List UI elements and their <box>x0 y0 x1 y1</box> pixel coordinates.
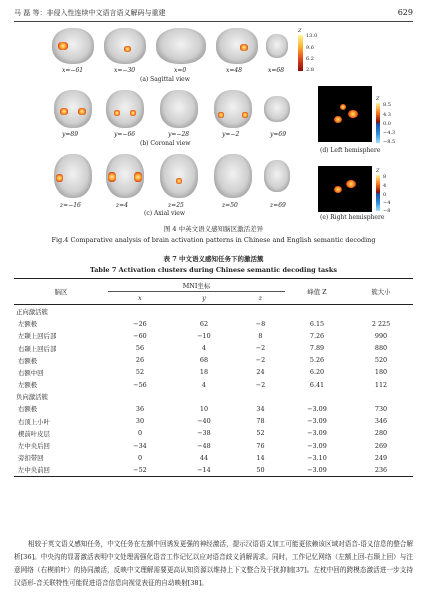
table-row <box>14 342 413 354</box>
col-y: y <box>172 292 236 305</box>
cell-size: 112 <box>374 380 388 389</box>
colorbar <box>376 175 380 211</box>
cell-region: 旁扣带回 <box>18 454 44 463</box>
cell-size: 346 <box>374 417 388 426</box>
table-title-en: Table 7 Activation clusters during Chinese semantic decoding tasks <box>89 266 338 274</box>
cell-region: 左额极 <box>18 381 38 390</box>
slice-label: z=25 <box>168 202 184 209</box>
brain-slice <box>214 154 252 198</box>
cell-z: −2 <box>255 356 266 365</box>
brain-slice <box>106 90 144 128</box>
colorbar-label: Z <box>376 96 380 102</box>
view-caption: (a) Sagittal view <box>140 76 190 83</box>
colorbar-tick: 8 <box>383 174 387 180</box>
cell-size: 280 <box>374 429 388 438</box>
colorbar-tick: 4.3 <box>383 112 391 118</box>
cell-region: 左中央前回 <box>14 464 108 477</box>
page-number: 629 <box>397 8 413 17</box>
left-hemisphere-render <box>318 86 372 142</box>
cell-size: 249 <box>374 453 388 462</box>
cell-z: −2 <box>255 344 266 353</box>
brain-slice <box>54 154 92 198</box>
cell-region: 右额中回 <box>18 368 44 377</box>
slice-label: y=89 <box>62 131 79 138</box>
cell-region: 右颞上回后部 <box>18 344 57 353</box>
cell-region: 右额极 <box>18 405 38 414</box>
cell-x: 56 <box>135 344 145 353</box>
col-peak: 峰值 Z <box>285 279 349 305</box>
cell-z: 8 <box>258 331 263 340</box>
cell-y: −48 <box>197 441 211 450</box>
cell-x: 52 <box>135 368 145 377</box>
colorbar-label: Z <box>298 28 302 34</box>
figure-caption-en: Fig.4 Comparative analysis of brain activation patterns in Chinese and English semantic decoding <box>51 236 376 244</box>
brain-slice <box>216 28 258 64</box>
cell-z: 34 <box>256 404 265 413</box>
cell-size: 880 <box>374 344 388 353</box>
cell-y: 4 <box>201 380 206 389</box>
colorbar-tick: −4 <box>383 200 391 206</box>
cell-peak: −3.09 <box>307 417 327 426</box>
cell-z: 52 <box>256 429 265 438</box>
table-row <box>14 318 413 330</box>
cell-z: 50 <box>236 464 285 477</box>
table-row <box>14 366 413 378</box>
cell-y: 44 <box>199 453 209 462</box>
brain-slice <box>160 154 198 198</box>
colorbar-tick: 9.6 <box>306 45 314 51</box>
col-size: 簇大小 <box>349 279 413 305</box>
col-mni: MNI坐标 <box>108 279 285 292</box>
cell-x: −60 <box>133 331 147 340</box>
view-caption: (c) Axial view <box>144 210 185 217</box>
cell-y: −38 <box>197 429 211 438</box>
col-z: z <box>236 292 285 305</box>
cell-x: 26 <box>135 356 145 365</box>
cell-peak: −3.09 <box>285 464 349 477</box>
cell-region: 左颞上回后部 <box>18 332 57 341</box>
cell-y: 10 <box>199 404 209 413</box>
cell-region: 左中央后回 <box>18 442 50 451</box>
table-row <box>14 415 413 427</box>
cell-peak: 7.89 <box>309 344 325 353</box>
cell-region: 楔前叶皮层 <box>18 429 50 438</box>
slice-label: x=−61 <box>62 67 84 74</box>
slice-label: x=68 <box>268 67 285 74</box>
running-header <box>14 8 413 20</box>
view-caption: (d) Left hemisphere <box>320 147 381 154</box>
cell-y: 62 <box>199 319 209 328</box>
table-row <box>14 452 413 464</box>
col-region: 脑区 <box>14 279 108 305</box>
colorbar-tick: 13.0 <box>306 33 318 39</box>
table-row <box>14 439 413 451</box>
view-caption: (b) Coronal view <box>140 140 191 147</box>
section-header: 负向激活簇 <box>16 393 48 402</box>
colorbar-tick: 4 <box>383 183 387 189</box>
slice-label: z=50 <box>222 202 238 209</box>
cell-peak: 7.26 <box>309 331 325 340</box>
right-hemisphere-render <box>318 166 372 212</box>
cell-size: 520 <box>374 356 388 365</box>
cell-peak: 6.20 <box>309 368 325 377</box>
cell-peak: −3.10 <box>307 453 327 462</box>
cell-size: 2 225 <box>371 319 391 328</box>
brain-slice <box>160 90 198 128</box>
slice-label: z=−16 <box>60 202 81 209</box>
cell-peak: −3.09 <box>307 404 327 413</box>
cell-region: 右额极 <box>18 356 38 365</box>
slice-label: y=−66 <box>114 131 136 138</box>
cell-peak: 6.41 <box>309 380 325 389</box>
colorbar-tick: −8.5 <box>383 139 396 145</box>
colorbar-tick: 0 <box>383 192 387 198</box>
table-title-cn: 表 7 中文语义感知任务下的激活簇 <box>163 255 264 263</box>
table-row <box>14 464 413 477</box>
cell-z: 14 <box>256 453 265 462</box>
slice-label: z=69 <box>270 202 286 209</box>
cell-size: 180 <box>374 368 388 377</box>
table-row <box>14 427 413 439</box>
cell-z: 24 <box>256 368 265 377</box>
slice-label: y=−2 <box>222 131 240 138</box>
brain-slice <box>264 96 290 122</box>
brain-slice <box>54 90 92 128</box>
cell-x: 0 <box>137 429 143 438</box>
activation-table <box>14 278 413 477</box>
cell-region: 左额极 <box>18 320 38 329</box>
colorbar <box>376 103 380 143</box>
colorbar <box>298 35 303 71</box>
slice-label: y=−28 <box>168 131 190 138</box>
slice-label: x=−30 <box>114 67 136 74</box>
slice-label: x=48 <box>226 67 243 74</box>
colorbar-tick: −8 <box>383 208 391 214</box>
cell-x: 0 <box>137 453 143 462</box>
brain-slice <box>266 34 288 58</box>
cell-region: 右顶上小叶 <box>18 417 50 426</box>
brain-slice <box>104 28 146 64</box>
table-row <box>14 403 413 415</box>
cell-size: 236 <box>349 464 413 477</box>
figure-caption-cn: 图 4 中英文语义感知脑区激活差异 <box>163 225 264 233</box>
cell-size: 269 <box>374 441 388 450</box>
brain-slice <box>264 160 290 192</box>
brain-slice <box>106 154 144 198</box>
slice-label: y=69 <box>270 131 287 138</box>
cell-x: −34 <box>133 441 147 450</box>
cell-y: −10 <box>197 331 211 340</box>
cell-y: 18 <box>199 368 209 377</box>
cell-y: 68 <box>199 356 209 365</box>
slice-label: z=4 <box>116 202 129 209</box>
cell-x: −26 <box>133 319 147 328</box>
brain-slice <box>156 28 206 64</box>
cell-z: 76 <box>256 441 265 450</box>
cell-peak: 6.15 <box>309 319 325 328</box>
cell-size: 730 <box>374 404 388 413</box>
body-paragraph: 相较于英文语义感知任务，中文任务在左额中回诱发更强的神经激活，提示汉语语义加工可能更依赖该区域对语音-语义信息的整合解析[36]。中央沟的显著激活表明中文处理需强化语音工作记忆以应对语音歧义消解需求。同时，工作记忆网络（左额上回-右颞上回）与注意网络（右楔前叶）的协同激活，反映中文理解需要更高认知资源以维持上下文整合及干扰抑制[37]。左枕中回的跨模态激活进一步支持汉语形-音关联特性可能促进语音信息向视觉表征的自动映射[38]。 <box>14 540 413 587</box>
cell-peak: −3.09 <box>307 441 327 450</box>
section-header: 正向激活簇 <box>16 307 48 316</box>
colorbar-tick: 8.5 <box>383 102 391 108</box>
cell-x: 30 <box>135 417 145 426</box>
colorbar-tick: 6.2 <box>306 56 314 62</box>
colorbar-tick: 0.0 <box>383 121 391 127</box>
colorbar-label: Z <box>376 168 380 174</box>
colorbar-tick: 2.8 <box>306 67 314 73</box>
cell-x: −56 <box>133 380 147 389</box>
cell-z: −8 <box>255 319 266 328</box>
brain-slice <box>214 90 252 128</box>
table-row <box>14 354 413 366</box>
header-rule <box>14 21 413 22</box>
cell-x: −52 <box>108 464 172 477</box>
table-row <box>14 330 413 342</box>
cell-z: −2 <box>255 380 266 389</box>
cell-y: −14 <box>172 464 236 477</box>
cell-z: 78 <box>256 417 265 426</box>
cell-size: 990 <box>374 331 388 340</box>
slice-label: x=0 <box>174 67 187 74</box>
brain-slice <box>52 28 94 64</box>
col-x: x <box>108 292 172 305</box>
cell-peak: −3.09 <box>307 429 327 438</box>
header-authors: 马 磊 等：非侵入性连续中文语言语义解码与重建 <box>14 9 166 17</box>
cell-x: 36 <box>135 404 145 413</box>
cell-y: −40 <box>197 417 211 426</box>
view-caption: (e) Right hemisphere <box>320 214 385 221</box>
cell-y: 4 <box>201 344 206 353</box>
colorbar-tick: −4.3 <box>383 130 396 136</box>
table-row <box>14 379 413 391</box>
cell-peak: 5.26 <box>309 356 325 365</box>
